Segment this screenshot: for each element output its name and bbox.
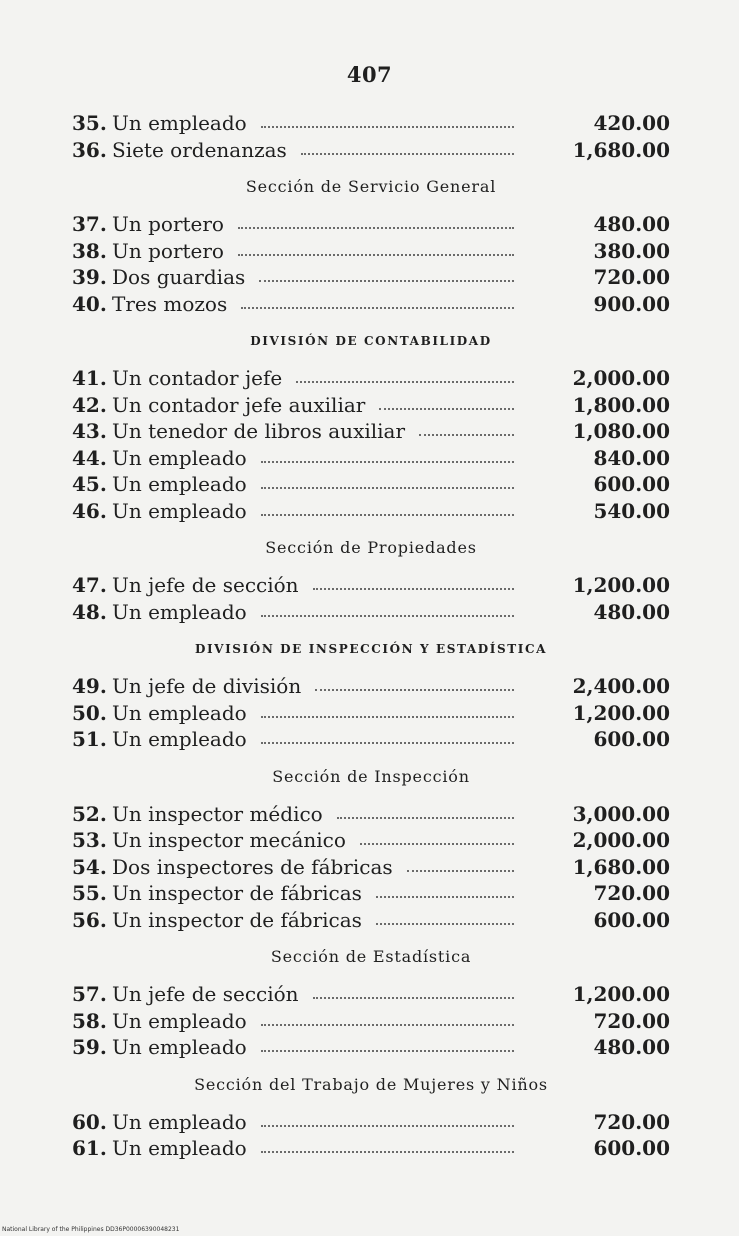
- list-item: [72, 907, 670, 934]
- item-amount: 600.00: [593, 727, 670, 751]
- item-description: Un empleado: [112, 700, 247, 725]
- dot-leader: [261, 716, 514, 718]
- item-number: 58.: [72, 1008, 107, 1033]
- item-amount: 840.00: [593, 445, 670, 470]
- list-item: [72, 981, 670, 1008]
- list-item: [72, 673, 670, 700]
- list-item: [72, 726, 670, 753]
- dot-leader: [261, 1024, 514, 1026]
- item-amount: 480.00: [593, 212, 670, 236]
- section-heading: DIVISIÓN DE CONTABILIDAD: [250, 334, 492, 348]
- section-heading: Sección de Estadística: [270, 947, 472, 966]
- item-description: Un empleado: [112, 727, 247, 751]
- item-number: 47.: [72, 573, 107, 597]
- list-item: [72, 471, 670, 498]
- item-description: Un contador jefe: [112, 366, 283, 390]
- item-number: 48.: [72, 599, 107, 624]
- dot-leader: [261, 514, 514, 516]
- item-description: Un jefe de división: [112, 674, 302, 698]
- section-heading: Sección de Inspección: [272, 766, 470, 786]
- list-item: [72, 572, 670, 599]
- item-number: 44.: [72, 445, 107, 470]
- item-description: Un empleado: [112, 599, 247, 624]
- dot-leader: [337, 817, 514, 819]
- dot-leader: [238, 254, 514, 256]
- list-item: [72, 599, 670, 626]
- dot-leader: [261, 1151, 514, 1153]
- list-item: [72, 264, 670, 291]
- item-number: 45.: [72, 472, 107, 496]
- dot-leader: [241, 307, 514, 309]
- item-description: Un empleado: [112, 1008, 247, 1033]
- dot-leader: [259, 280, 514, 282]
- dot-leader: [315, 689, 514, 691]
- item-number: 54.: [72, 854, 107, 879]
- item-amount: 720.00: [593, 265, 670, 289]
- dot-leader: [261, 742, 514, 744]
- dot-leader: [313, 588, 514, 590]
- item-number: 53.: [72, 828, 107, 852]
- dot-leader: [376, 896, 514, 898]
- list-item: [72, 211, 670, 238]
- item-number: 38.: [72, 238, 107, 263]
- item-description: Un empleado: [112, 1109, 247, 1134]
- item-description: Un portero: [112, 212, 224, 236]
- item-amount: 720.00: [593, 1109, 670, 1134]
- list-item: [72, 880, 670, 907]
- item-number: 41.: [72, 366, 107, 390]
- item-amount: 420.00: [593, 111, 670, 135]
- item-description: Un empleado: [112, 498, 247, 523]
- item-amount: 1,680.00: [572, 854, 670, 879]
- item-description: Un empleado: [112, 472, 247, 496]
- item-description: Un empleado: [112, 111, 247, 135]
- item-description: Un tenedor de libros auxiliar: [112, 419, 406, 443]
- item-amount: 1,800.00: [572, 392, 670, 417]
- list-item: [72, 445, 670, 472]
- item-description: Un inspector médico: [112, 801, 323, 826]
- item-amount: 900.00: [593, 291, 670, 316]
- item-amount: 600.00: [593, 1136, 670, 1160]
- item-description: Un empleado: [112, 1136, 247, 1160]
- dot-leader: [360, 843, 514, 845]
- list-item: [72, 137, 670, 164]
- section-heading: Sección de Servicio General: [245, 177, 497, 196]
- item-amount: 540.00: [593, 498, 670, 523]
- library-footer-note: National Library of the Philippines DD36P00006390048231: [2, 1226, 180, 1233]
- dot-leader: [261, 487, 514, 489]
- section-heading: Sección del Trabajo de Mujeres y Niños: [194, 1074, 548, 1094]
- item-description: Un jefe de sección: [112, 573, 299, 597]
- item-amount: 480.00: [593, 1035, 670, 1059]
- list-item: [72, 854, 670, 881]
- list-item: [72, 392, 670, 419]
- item-description: Un empleado: [112, 1035, 247, 1059]
- dot-leader: [376, 923, 514, 925]
- item-description: Un inspector de fábricas: [112, 907, 362, 932]
- item-amount: 2,000.00: [572, 828, 670, 852]
- dot-leader: [261, 1050, 514, 1052]
- item-amount: 1,200.00: [572, 573, 670, 597]
- salary-list: [72, 110, 670, 1162]
- dot-leader: [407, 870, 514, 872]
- item-description: Un portero: [112, 238, 224, 263]
- list-item: [72, 700, 670, 727]
- dot-leader: [419, 434, 514, 436]
- item-number: 50.: [72, 700, 107, 725]
- item-description: Un contador jefe auxiliar: [112, 392, 366, 417]
- item-number: 60.: [72, 1109, 107, 1134]
- item-number: 42.: [72, 392, 107, 417]
- item-amount: 600.00: [593, 907, 670, 932]
- item-description: Un empleado: [112, 445, 247, 470]
- item-number: 52.: [72, 801, 107, 826]
- item-amount: 1,200.00: [572, 700, 670, 725]
- list-item: [72, 1008, 670, 1035]
- list-item: [72, 498, 670, 525]
- item-number: 56.: [72, 907, 107, 932]
- list-item: [72, 418, 670, 445]
- section-heading: DIVISIÓN DE INSPECCIÓN Y ESTADÍSTICA: [194, 642, 548, 656]
- list-item: [72, 801, 670, 828]
- item-amount: 600.00: [593, 472, 670, 496]
- item-number: 59.: [72, 1035, 107, 1059]
- dot-leader: [313, 997, 514, 999]
- dot-leader: [301, 153, 514, 155]
- list-item: [72, 1034, 670, 1061]
- item-number: 43.: [72, 419, 107, 443]
- item-amount: 1,200.00: [572, 982, 670, 1006]
- list-item: [72, 110, 670, 137]
- item-amount: 2,000.00: [572, 366, 670, 390]
- page-number: 407: [346, 62, 393, 87]
- dot-leader: [261, 126, 514, 128]
- item-description: Un jefe de sección: [112, 982, 299, 1006]
- section-heading: Sección de Propiedades: [265, 538, 477, 557]
- item-number: 35.: [72, 111, 107, 135]
- list-item: [72, 238, 670, 265]
- item-amount: 1,080.00: [572, 419, 670, 443]
- item-description: Dos inspectores de fábricas: [112, 854, 393, 879]
- list-item: [72, 1109, 670, 1136]
- item-number: 37.: [72, 212, 107, 236]
- list-item: [72, 365, 670, 392]
- item-amount: 380.00: [593, 238, 670, 263]
- item-amount: 2,400.00: [572, 674, 670, 698]
- list-item: [72, 827, 670, 854]
- dot-leader: [261, 461, 514, 463]
- item-amount: 720.00: [593, 1008, 670, 1033]
- item-amount: 480.00: [593, 599, 670, 624]
- dot-leader: [379, 408, 514, 410]
- dot-leader: [238, 227, 514, 229]
- item-number: 49.: [72, 674, 107, 698]
- dot-leader: [261, 615, 514, 617]
- item-amount: 3,000.00: [572, 801, 670, 826]
- dot-leader: [296, 381, 514, 383]
- item-description: Dos guardias: [112, 265, 246, 289]
- item-number: 40.: [72, 291, 107, 316]
- item-number: 51.: [72, 727, 107, 751]
- item-number: 57.: [72, 982, 107, 1006]
- item-description: Siete ordenanzas: [112, 137, 287, 162]
- item-number: 46.: [72, 498, 107, 523]
- item-number: 61.: [72, 1136, 107, 1160]
- list-item: [72, 291, 670, 318]
- item-number: 55.: [72, 881, 107, 905]
- item-number: 39.: [72, 265, 107, 289]
- list-item: [72, 1135, 670, 1162]
- item-description: Un inspector mecánico: [112, 828, 346, 852]
- item-number: 36.: [72, 137, 107, 162]
- dot-leader: [261, 1125, 514, 1127]
- item-description: Tres mozos: [112, 291, 228, 316]
- item-amount: 1,680.00: [572, 137, 670, 162]
- item-amount: 720.00: [593, 881, 670, 905]
- item-description: Un inspector de fábricas: [112, 881, 362, 905]
